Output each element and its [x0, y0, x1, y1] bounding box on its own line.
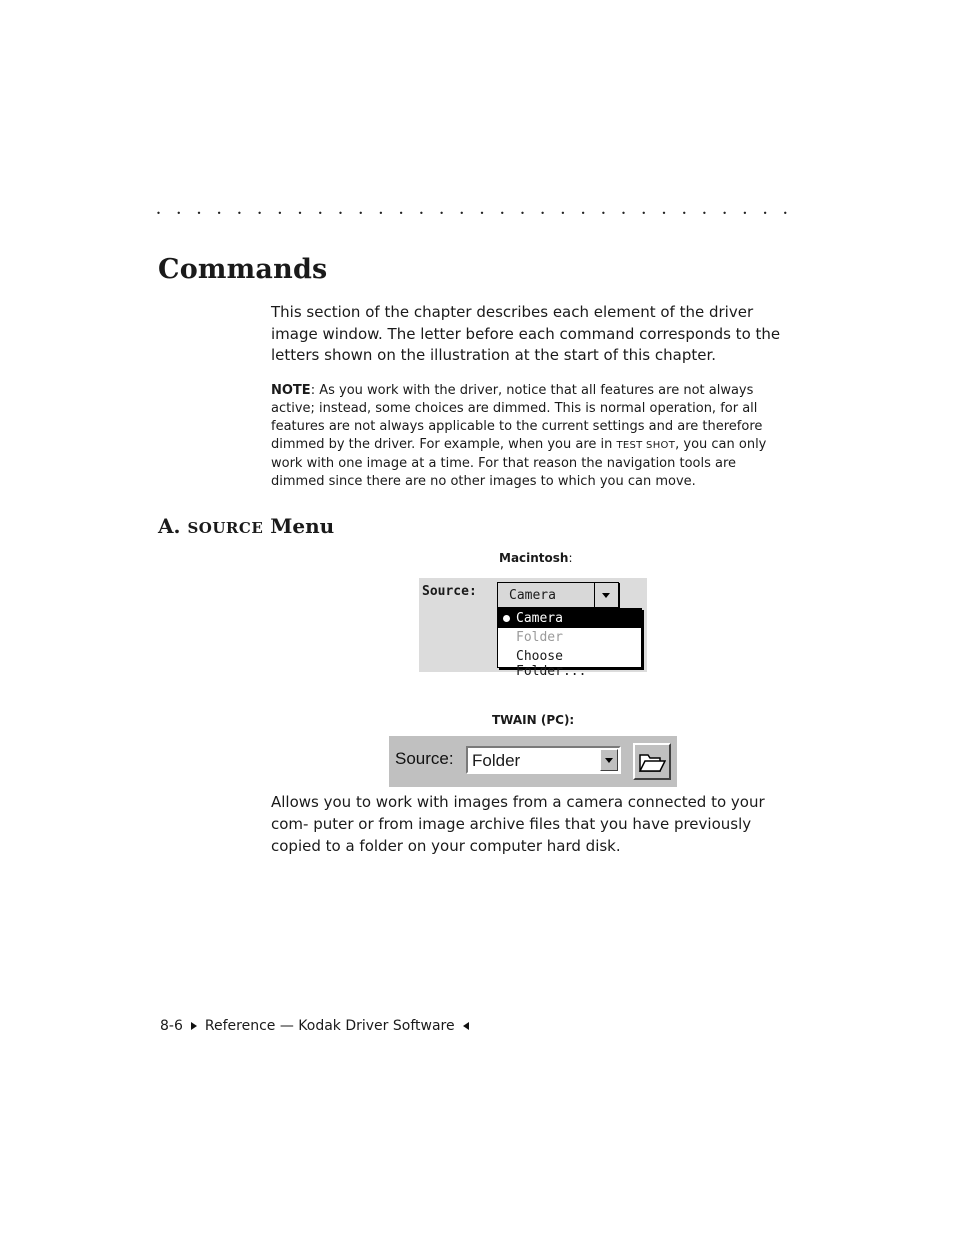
source-description: Allows you to work with images from a camera connected to your com- puter or from image archive files that you have previously copied to a folder on your computer hard disk.: [271, 793, 765, 855]
menu-item-label: Choose Folder...: [516, 649, 587, 679]
mac-caption-colon: :: [568, 551, 573, 565]
checked-bullet-icon: [503, 615, 510, 622]
note-label: NOTE: [271, 383, 311, 398]
subsection-title: [158, 514, 334, 538]
note-text-2: , you can only work with one image at a time. For that reason the navigation tools are dimmed since there are no other images to which you can move.: [271, 437, 767, 489]
triangle-right-icon: [191, 1022, 197, 1030]
twain-source-label: Source:: [395, 749, 454, 768]
subsection-letter: A.: [158, 514, 181, 538]
mac-source-menu: [497, 608, 642, 679]
menu-item-label: Camera: [516, 611, 563, 626]
note-paragraph: [271, 382, 791, 491]
mac-caption: [499, 551, 573, 565]
menu-item-camera[interactable]: [498, 609, 641, 628]
mac-popup-value: Camera: [509, 588, 556, 603]
twain-combobox-value: Folder: [472, 751, 521, 770]
header-dot-rule: . . . . . . . . . . . . . . . . . . . . . . . . . . . . . . . .: [156, 197, 788, 219]
folder-open-icon: [638, 750, 666, 774]
twain-dropdown-button[interactable]: [600, 749, 618, 771]
menu-item-label: Folder: [516, 630, 563, 645]
twain-source-combobox[interactable]: [466, 746, 621, 774]
mac-source-popup[interactable]: [497, 582, 619, 608]
mac-source-label: Source:: [422, 584, 477, 599]
subsection-title-menu: Menu: [270, 514, 335, 538]
chevron-down-icon: [602, 593, 610, 598]
menu-item-choose-folder[interactable]: [498, 647, 641, 679]
twain-browse-folder-button[interactable]: [633, 743, 671, 780]
twain-caption: TWAIN (PC):: [492, 713, 575, 727]
page-footer: [160, 1018, 469, 1034]
chevron-down-icon: [605, 758, 613, 763]
mac-caption-text: Macintosh: [499, 551, 569, 565]
mac-source-screenshot: [419, 578, 647, 679]
section-title: Commands: [158, 254, 328, 285]
page-number: 8-6: [160, 1018, 183, 1034]
note-term-test-shot: TEST SHOT: [616, 440, 676, 451]
note-text-1: : As you work with the driver, notice that all features are not always active; instead, some choices are dimmed. This is normal operation, for all features are not always applicable to the current settings and are therefore dimmed by the driver. For example, when you are in: [271, 383, 763, 452]
twain-source-screenshot: [389, 736, 677, 787]
mac-popup-divider: [594, 583, 595, 607]
footer-title: Reference — Kodak Driver Software: [204, 1018, 455, 1034]
triangle-left-icon: [463, 1022, 469, 1030]
subsection-title-source: SOURCE: [187, 519, 264, 537]
menu-item-folder: [498, 628, 641, 647]
intro-paragraph: This section of the chapter describes each element of the driver image window. The letter before each command corresponds to the letters shown on the illustration at the start of this chapter.: [271, 303, 781, 364]
